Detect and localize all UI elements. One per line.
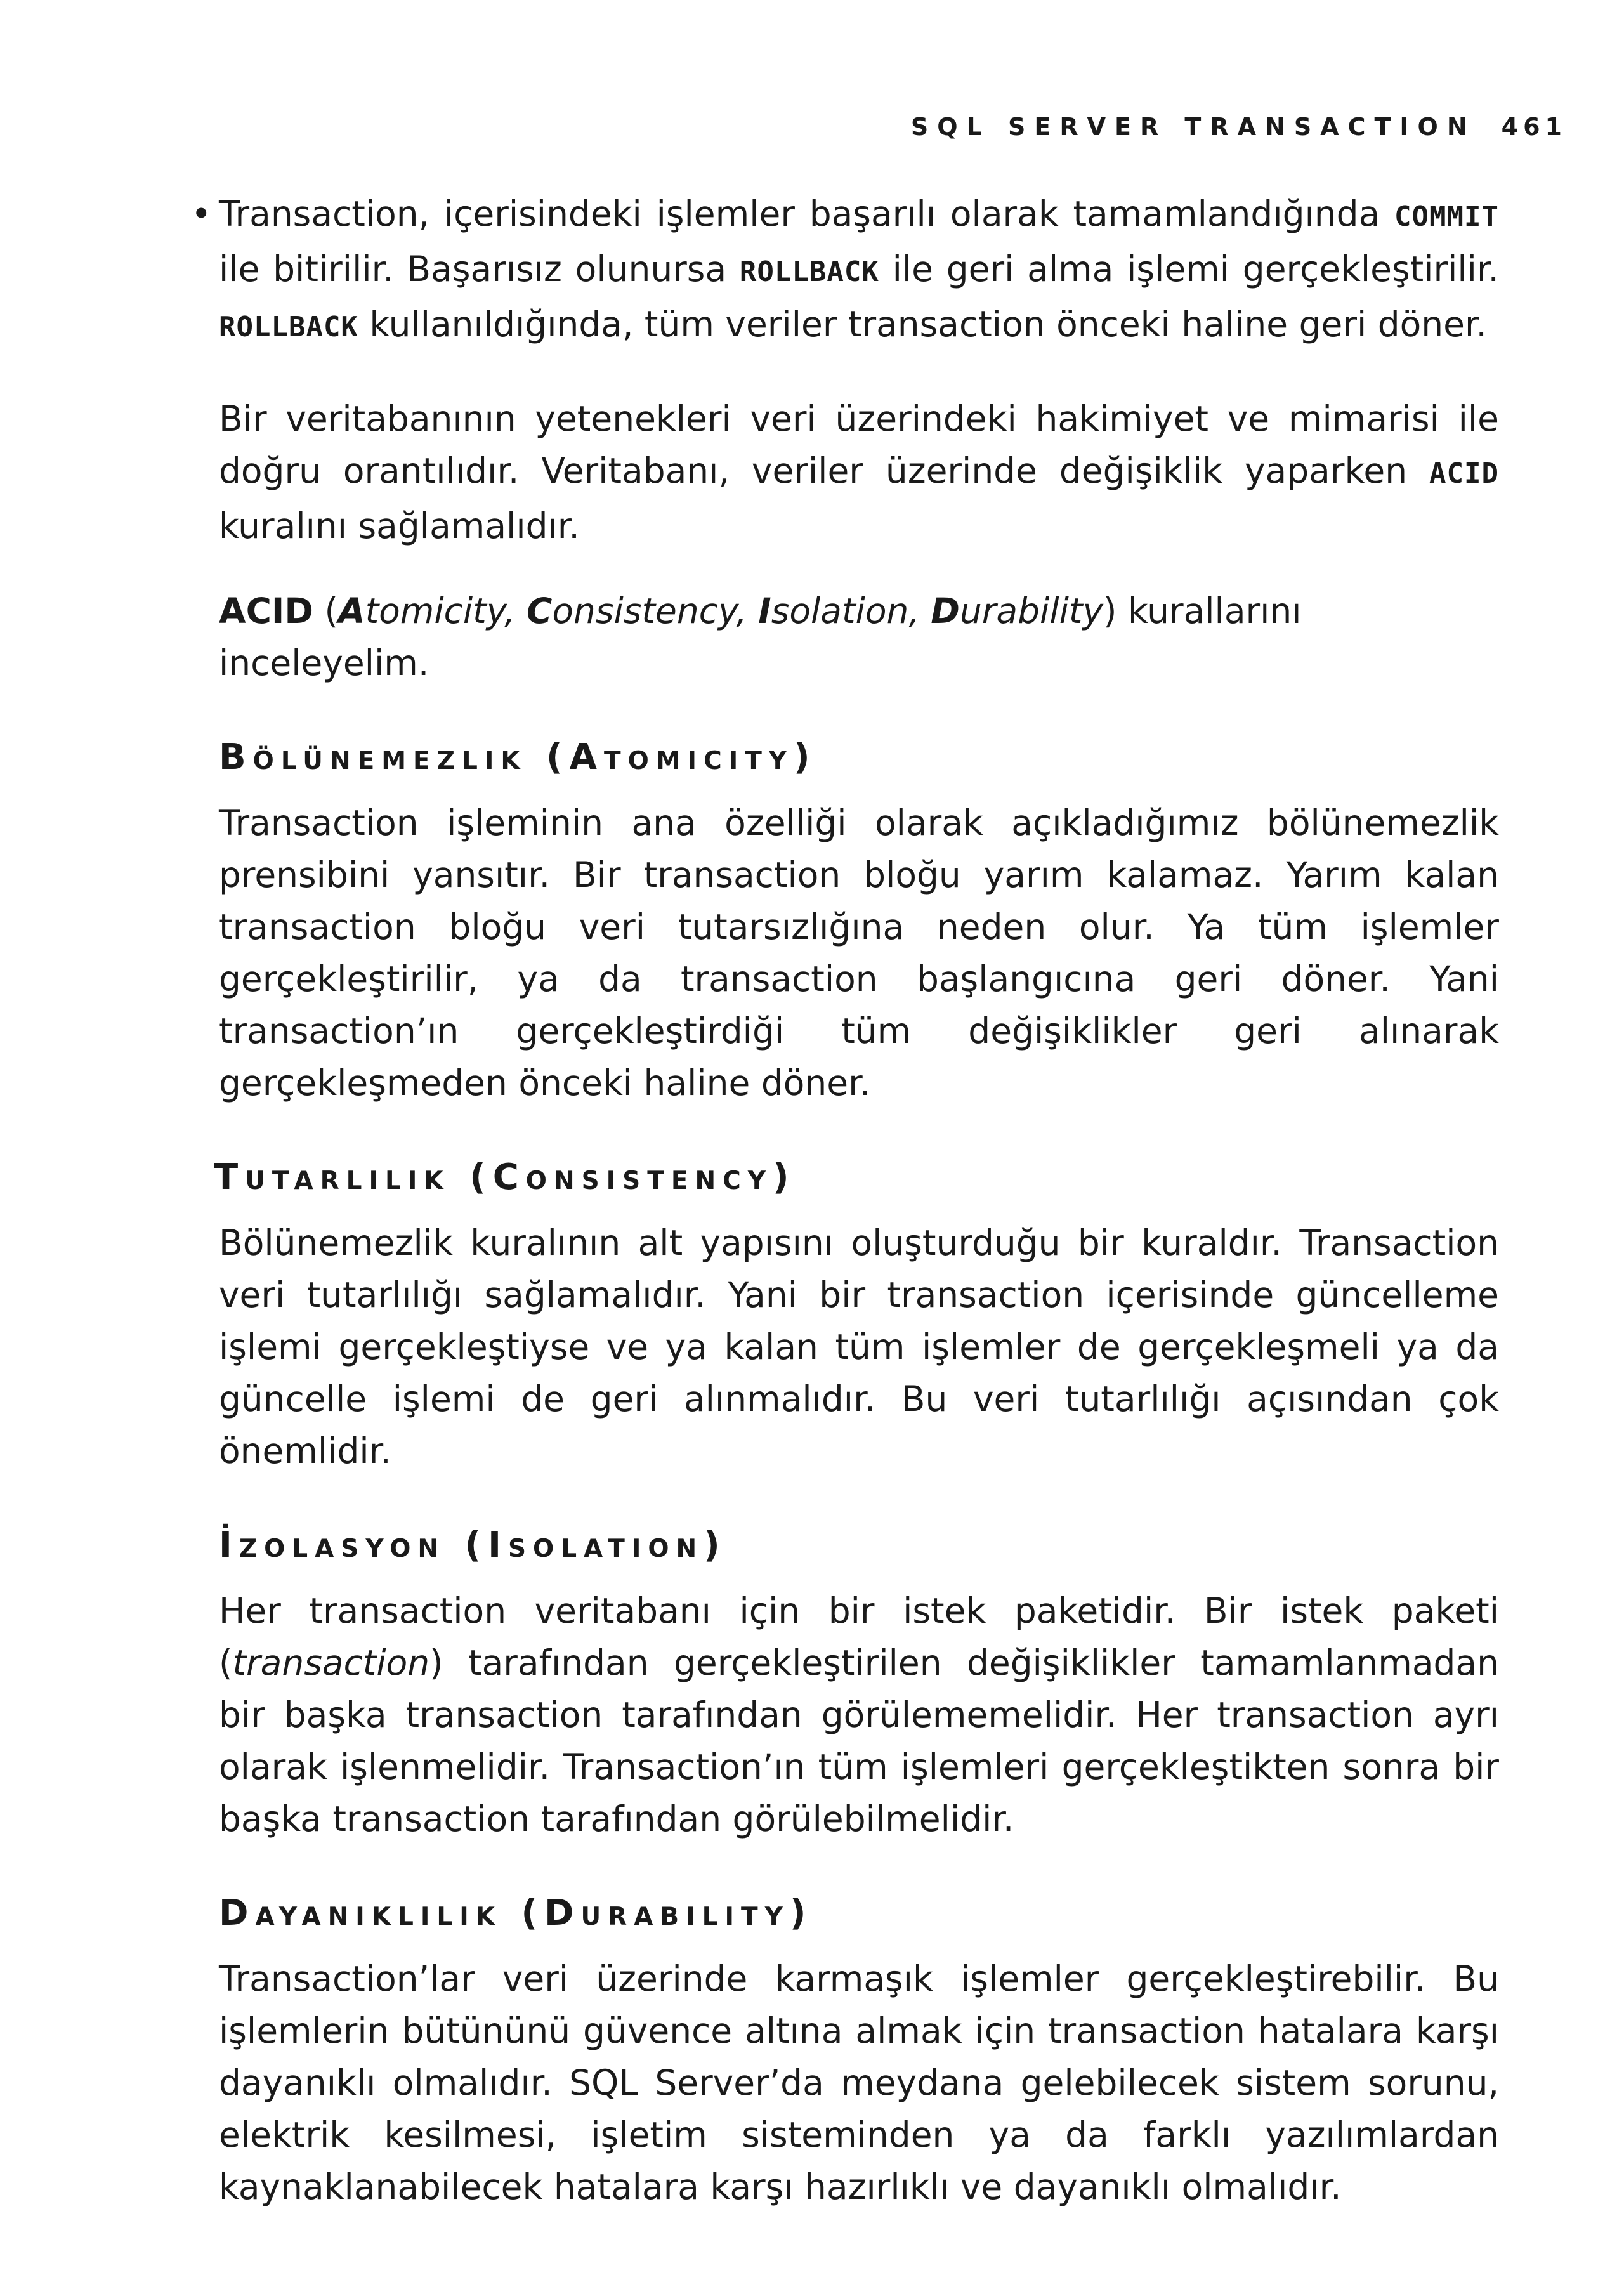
rollback-keyword: ROLLBACK bbox=[739, 256, 879, 288]
acid-rest-c: onsistency, bbox=[552, 591, 759, 631]
section-durability bbox=[219, 1883, 1499, 2213]
page-content bbox=[191, 188, 1499, 2251]
acid-open-paren: ( bbox=[313, 591, 339, 631]
running-head bbox=[911, 113, 1567, 141]
section-body: Transaction işleminin ana özelliği olarak açıkladığımız bölünemezlik prensibini yansıtır. Bir transaction bloğu yarım kalamaz. Yarım kalan transaction bloğu veri tutarsızlığına neden olur. Ya tüm işlemler gerçekleştirilir, ya da transaction başlangıcına geri döner. Yani transaction’ın gerçekleştirdiği tüm değişiklikler geri alınarak gerçekleşmeden önceki haline döner. bbox=[219, 803, 1499, 1103]
acid-letter-a: A bbox=[338, 591, 365, 631]
acid-rest-i: solation, bbox=[771, 591, 931, 631]
bullet-item bbox=[191, 188, 1499, 353]
acid-rest-a: tomicity, bbox=[365, 591, 527, 631]
section-isolation bbox=[219, 1515, 1499, 1845]
section-body: Transaction’lar veri üzerinde karmaşık işlemler gerçekleştirebilir. Bu işlemlerin bütününü güvence altına almak için transaction hatalara karşı dayanıklı olmalıdır. SQL Server’da meydana gelebilecek sistem sorunu, elektrik kesilmesi, işletim sisteminden ya da farklı yazılımlardan kaynaklanabilecek hatalara karşı hazırlıklı ve dayanıklı olmalıdır. bbox=[219, 1958, 1499, 2207]
section-heading: Bölünemezlik (Atomicity) bbox=[219, 737, 817, 778]
isolation-text-2: ) tarafından gerçekleştirilen değişiklikler tamamlanmadan bir başka transaction tarafından görülememelidir. Her transaction ayrı olarak işlenmelidir. Transaction’ın tüm işlemleri gerçekleştikten sonra bir başka transaction tarafından görülebilmelidir. bbox=[219, 1642, 1499, 1839]
intro-text-2: kuralını sağlamalıdır. bbox=[219, 506, 580, 546]
bullet-text-3: ile geri alma işlemi gerçekleştirilir. bbox=[879, 249, 1499, 289]
intro-paragraph bbox=[219, 393, 1499, 552]
section-heading: İzolasyon (Isolation) bbox=[219, 1524, 727, 1566]
acid-letter-d: D bbox=[931, 591, 960, 631]
isolation-text-1: Her transaction veritabanı için bir istek paketidir. Bir istek paketi ( bbox=[219, 1590, 1499, 1683]
rollback-keyword: ROLLBACK bbox=[219, 311, 358, 343]
acid-close-text: ) kurallarını inceleyelim. bbox=[219, 591, 1302, 683]
acid-letter-i: I bbox=[758, 591, 771, 631]
commit-keyword: COMMIT bbox=[1394, 200, 1499, 233]
bullet-text-2: ile bitirilir. Başarısız olunursa bbox=[219, 249, 740, 289]
acid-keyword: ACID bbox=[1429, 457, 1499, 490]
section-atomicity bbox=[219, 727, 1499, 1109]
bullet-dot: • bbox=[191, 193, 212, 234]
acid-paragraph bbox=[219, 585, 1499, 689]
section-body bbox=[219, 1585, 1499, 1845]
section-body: Bölünemezlik kuralının alt yapısını oluşturduğu bir kuraldır. Transaction veri tutarlılığı sağlamalıdır. Yani bir transaction içerisinde güncelleme işlemi gerçekleştiyse ve ya kalan tüm işlemler de gerçekleşmeli ya da güncelle işlemi de geri alınmalıdır. Bu veri tutarlılığı açısından çok önemlidir. bbox=[219, 1223, 1499, 1471]
bullet-text-1: Transaction, içerisindeki işlemler başarılı olarak tamamlandığında bbox=[219, 193, 1395, 234]
isolation-italic: transaction bbox=[232, 1642, 430, 1683]
section-heading: Tutarlılık (Consistency) bbox=[214, 1157, 796, 1198]
page-number: 461 bbox=[1501, 113, 1567, 141]
running-head-title: SQL SERVER TRANSACTION bbox=[910, 113, 1476, 141]
acid-bold: ACID bbox=[219, 591, 314, 631]
section-consistency bbox=[214, 1147, 1499, 1477]
acid-atomicity bbox=[338, 591, 1103, 631]
bullet-paragraph bbox=[219, 188, 1499, 353]
bullet-text-4: kullanıldığında, tüm veriler transaction önceki haline geri döner. bbox=[358, 304, 1488, 344]
acid-rest-d: urability bbox=[959, 591, 1103, 631]
intro-text-1: Bir veritabanının yetenekleri veri üzerindeki hakimiyet ve mimarisi ile doğru orantılıdır. Veritabanı, veriler üzerinde değişiklik yaparken bbox=[219, 398, 1499, 491]
section-heading: Dayanıklılık (Durability) bbox=[219, 1892, 813, 1934]
acid-letter-c: C bbox=[527, 591, 553, 631]
